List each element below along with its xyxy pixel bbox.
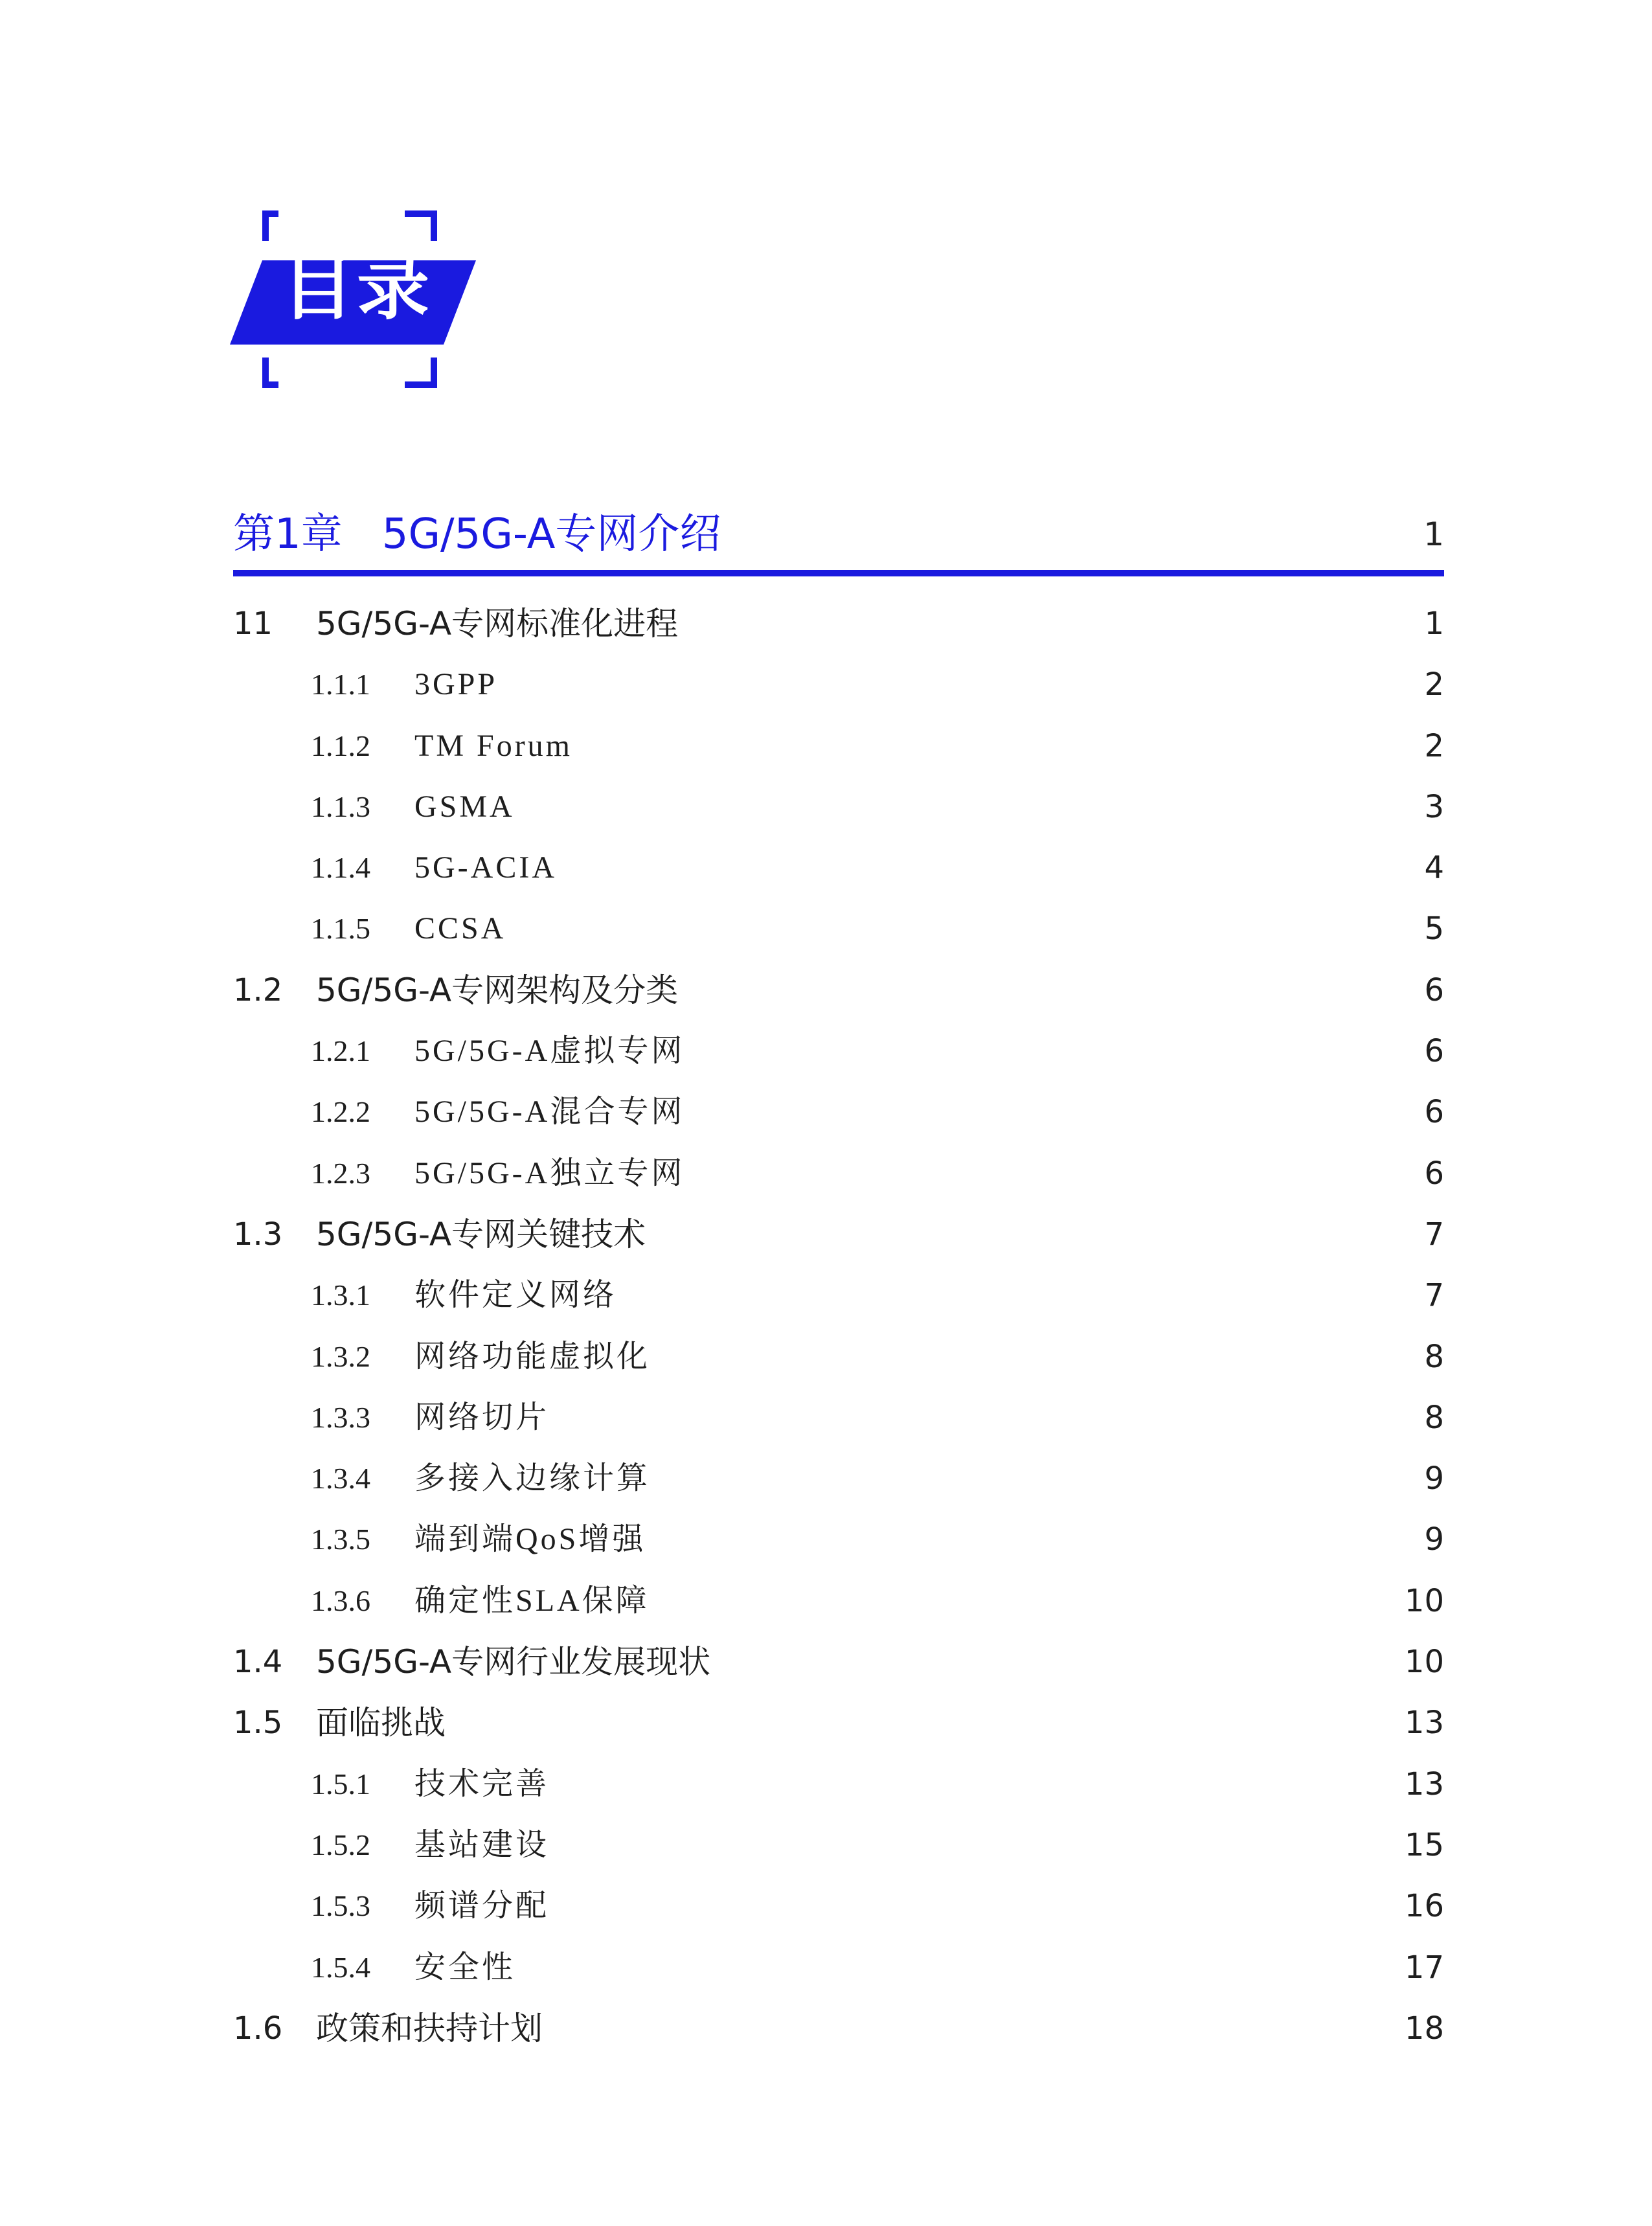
section-title: 5G/5G-A混合专网	[414, 1095, 685, 1130]
toc-logo-text: 目录	[282, 245, 432, 330]
section-title: 3GPP	[414, 667, 498, 702]
page-number: 17	[1404, 1949, 1444, 1986]
section-title: 软件定义网络	[414, 1278, 617, 1313]
page-number: 8	[1424, 1338, 1444, 1375]
section-number: 1.4	[233, 1644, 283, 1681]
section-number: 1.3.5	[311, 1523, 370, 1556]
page-number: 2	[1424, 727, 1444, 764]
page-number: 7	[1424, 1277, 1444, 1314]
toc-entry[interactable]	[233, 716, 1444, 777]
section-number: 1.3.4	[311, 1462, 370, 1495]
section-number: 1.3.6	[311, 1584, 370, 1617]
section-title: 5G/5G-A虚拟专网	[414, 1034, 685, 1069]
toc-entry[interactable]	[233, 1204, 1444, 1265]
toc-entry[interactable]	[233, 960, 1444, 1021]
toc-entry[interactable]	[233, 654, 1444, 715]
section-title: GSMA	[414, 789, 515, 824]
toc-entry[interactable]	[233, 777, 1444, 837]
toc-entry[interactable]	[233, 1021, 1444, 1082]
section-number: 1.3	[233, 1216, 283, 1253]
section-number: 1.5.3	[311, 1889, 370, 1923]
page-number: 3	[1424, 788, 1444, 825]
section-number: 1.1.4	[311, 851, 370, 885]
section-title: 5G/5G-A专网架构及分类	[316, 971, 679, 1009]
toc-entry[interactable]	[233, 1387, 1444, 1448]
toc-entry[interactable]	[233, 1143, 1444, 1204]
chapter-page-number: 1	[1423, 516, 1444, 553]
page-number: 5	[1424, 911, 1444, 948]
section-number: 1.3.3	[311, 1400, 370, 1434]
section-title: 技术完善	[414, 1766, 550, 1801]
section-number: 1.5	[233, 1705, 283, 1742]
section-title: 基站建设	[414, 1827, 550, 1862]
toc-entry[interactable]	[233, 1754, 1444, 1815]
section-number: 1.1.3	[311, 789, 370, 823]
section-number: 1.1.5	[311, 912, 370, 946]
section-title: 5G/5G-A独立专网	[414, 1155, 685, 1190]
chapter-heading[interactable]	[233, 499, 1444, 570]
toc-entry[interactable]	[233, 1082, 1444, 1142]
page-number: 1	[1424, 606, 1444, 642]
section-number: 1.3.2	[311, 1339, 370, 1373]
toc-entry[interactable]	[233, 593, 1444, 654]
section-title: 网络功能虚拟化	[414, 1339, 651, 1374]
toc-entry[interactable]	[233, 837, 1444, 898]
section-number: 1.5.1	[311, 1767, 370, 1800]
toc-entry[interactable]	[233, 1509, 1444, 1570]
page-number: 6	[1424, 971, 1444, 1008]
page-number: 6	[1424, 1155, 1444, 1192]
section-title: 端到端QoS增强	[414, 1522, 646, 1557]
section-number: 1.5.2	[311, 1828, 370, 1861]
page-number: 9	[1424, 1460, 1444, 1497]
section-title: 5G/5G-A专网关键技术	[316, 1215, 646, 1253]
section-title: 确定性SLA保障	[414, 1583, 650, 1618]
section-title: 安全性	[414, 1949, 516, 1984]
toc-entry[interactable]	[233, 898, 1444, 959]
toc-entry[interactable]	[233, 1692, 1444, 1753]
section-number: 1.6	[233, 2010, 283, 2047]
page-number: 6	[1424, 1033, 1444, 1070]
section-number: 1.1.1	[311, 668, 370, 701]
section-title: 5G/5G-A专网行业发展现状	[316, 1643, 711, 1681]
toc-entry[interactable]	[233, 1326, 1444, 1387]
toc-entry[interactable]	[233, 1815, 1444, 1876]
section-number: 1.2.3	[311, 1156, 370, 1190]
section-number: 1.1.2	[311, 729, 370, 762]
page-number: 13	[1404, 1766, 1444, 1802]
page-number: 13	[1404, 1705, 1444, 1742]
page-number: 2	[1424, 666, 1444, 703]
toc-entry[interactable]	[233, 1571, 1444, 1631]
section-number: 1.2	[233, 971, 283, 1008]
toc-list	[233, 593, 1444, 2059]
toc-entry[interactable]	[233, 1631, 1444, 1692]
section-number: 1.2.2	[311, 1095, 370, 1129]
page-number: 18	[1404, 2010, 1444, 2047]
toc-entry[interactable]	[233, 1265, 1444, 1326]
toc-logo	[230, 207, 482, 392]
section-title: CCSA	[414, 911, 506, 946]
page-number: 6	[1424, 1094, 1444, 1131]
section-number: 1.3.1	[311, 1278, 370, 1312]
page-number: 7	[1424, 1216, 1444, 1253]
page-number: 4	[1424, 850, 1444, 887]
section-title: 政策和扶持计划	[316, 2009, 543, 2047]
page-number: 16	[1404, 1888, 1444, 1925]
section-title: 频谱分配	[414, 1889, 550, 1924]
section-number: 11	[233, 606, 273, 642]
toc-entry[interactable]	[233, 1998, 1444, 2059]
section-title: 面临挑战	[316, 1704, 446, 1742]
toc-entry[interactable]	[233, 1937, 1444, 1998]
section-title: 多接入边缘计算	[414, 1461, 651, 1496]
section-title: 5G-ACIA	[414, 850, 557, 885]
section-title: TM Forum	[414, 728, 573, 763]
section-title: 网络切片	[414, 1400, 550, 1435]
section-number: 1.5.4	[311, 1950, 370, 1984]
section-title: 5G/5G-A专网标准化进程	[316, 605, 679, 642]
page-number: 10	[1404, 1582, 1444, 1619]
chapter-title: 第1章 5G/5G-A专网介绍	[233, 510, 721, 558]
chapter-divider	[233, 570, 1444, 576]
page-number: 9	[1424, 1521, 1444, 1558]
page-number: 10	[1404, 1644, 1444, 1681]
toc-entry[interactable]	[233, 1448, 1444, 1509]
page-number: 15	[1404, 1826, 1444, 1863]
toc-entry[interactable]	[233, 1876, 1444, 1936]
section-number: 1.2.1	[311, 1034, 370, 1068]
page-number: 8	[1424, 1399, 1444, 1436]
